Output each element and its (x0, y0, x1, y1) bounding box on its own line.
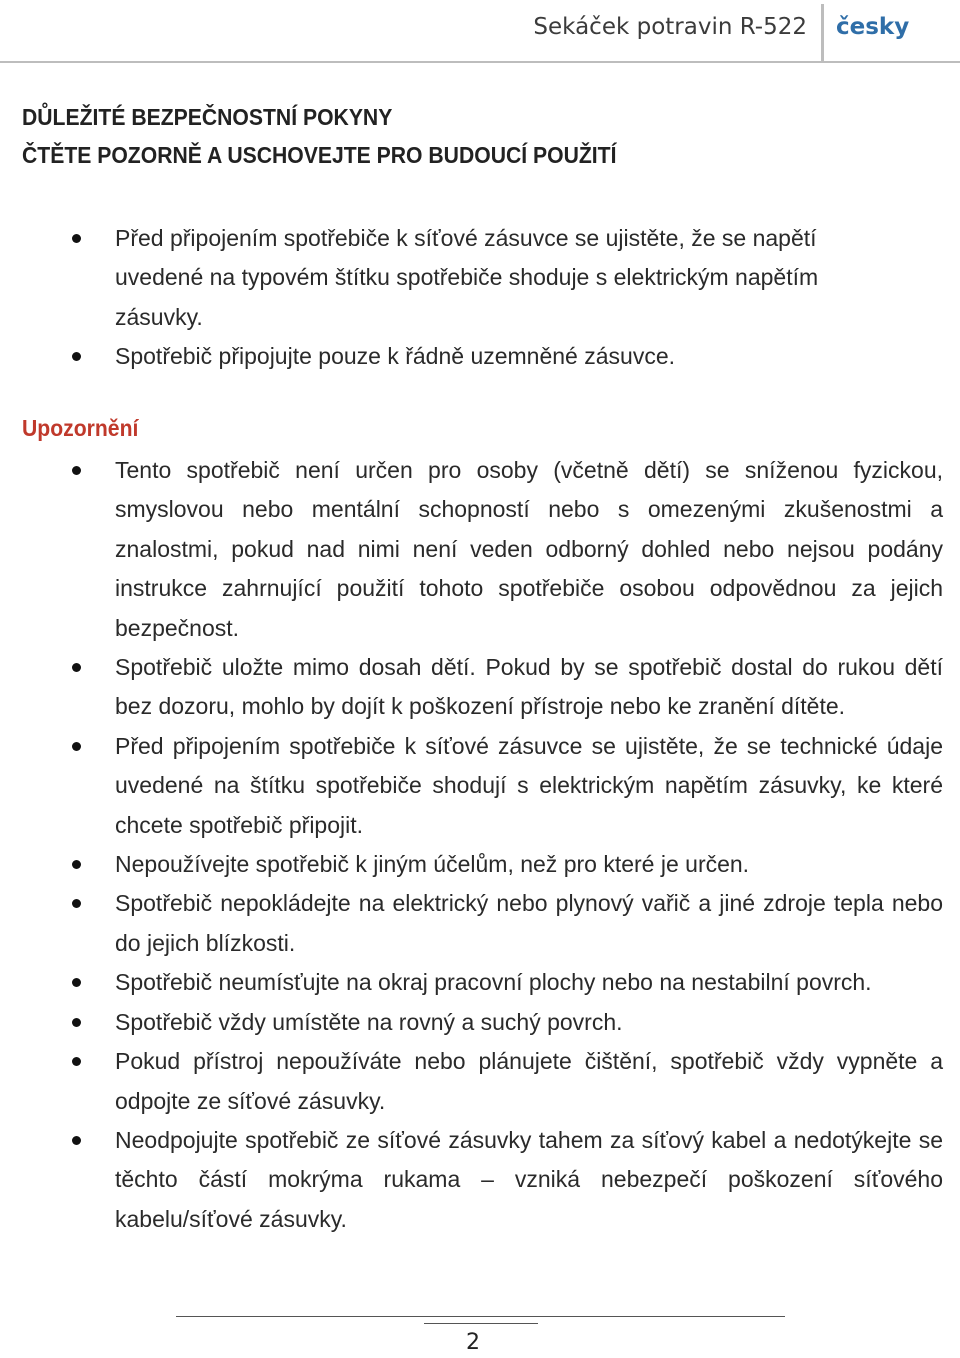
list-item-text: Neodpojujte spotřebič ze síťové zásuvky tahem za síťový kabel a nedotýkejte se těchto částí mokrýma rukama – vzniká nebezpečí poškození síťového kabelu/síťové zásuvky. (115, 1126, 943, 1232)
list-item-text: Spotřebič uložte mimo dosah dětí. Pokud by se spotřebič dostal do rukou dětí bez dozoru, mohlo by dojít k poškození přístroje nebo ke zranění dítěte. (115, 654, 943, 720)
list-item-text: Tento spotřebič není určen pro osoby (včetně dětí) se sníženou fyzickou, smyslovou nebo mentální schopností nebo s omezenými zkušenostmi a znalostmi, pokud nad nimi není veden odborný dohled nebo nejsou podány instrukce zahrnující použití tohoto spotřebiče osobou odpovědnou za jejich bezpečnost. (115, 457, 943, 641)
warning-list (0, 451, 960, 1239)
bullet-icon (72, 663, 81, 672)
list-item-text: Pokud přístroj nepoužíváte nebo plánujete čištění, spotřebič vždy vypněte a odpojte ze síťové zásuvky. (115, 1048, 943, 1114)
warning-title: Upozornění (22, 415, 139, 441)
list-item (0, 451, 943, 648)
list-item-text: Spotřebič vždy umístěte na rovný a suchý povrch. (115, 1008, 623, 1035)
page-header (0, 0, 960, 64)
bullet-icon (72, 978, 81, 987)
list-item-text: Spotřebič připojujte pouze k řádně uzemněné zásuvce. (115, 343, 676, 370)
bullet-icon (72, 234, 81, 243)
bullet-icon (72, 466, 81, 475)
list-item-text: Nepoužívejte spotřebič k jiným účelům, než pro které je určen. (115, 851, 750, 878)
bullet-icon (72, 1018, 81, 1027)
list-item (0, 337, 865, 376)
header-separator (821, 4, 824, 62)
language-label: česky (836, 14, 910, 40)
bullet-icon (72, 1057, 81, 1066)
list-item (0, 845, 943, 884)
list-item (0, 727, 943, 845)
list-item (0, 1003, 943, 1042)
list-item (0, 963, 943, 1002)
list-item-text: Spotřebič nepokládejte na elektrický nebo plynový vařič a jiné zdroje tepla nebo do jejich blízkosti. (115, 890, 943, 956)
read-carefully-heading: ČTĚTE POZORNĚ A USCHOVEJTE PRO BUDOUCÍ POUŽITÍ (22, 142, 617, 168)
document-title: Sekáček potravin R-522 (533, 14, 807, 40)
bullet-icon (72, 352, 81, 361)
bullet-icon (72, 860, 81, 869)
bullet-icon (72, 1136, 81, 1145)
list-item-text: Před připojením spotřebiče k síťové zásuvce se ujistěte, že se napětí uvedené na typovém štítku spotřebiče shoduje s elektrickým napětím zásuvky. (115, 225, 819, 330)
list-item (0, 1121, 943, 1239)
bullet-icon (72, 742, 81, 751)
list-item (0, 648, 943, 727)
header-divider (0, 61, 960, 63)
list-item (0, 884, 943, 963)
list-item (0, 1042, 943, 1121)
safety-heading: DŮLEŽITÉ BEZPEČNOSTNÍ POKYNY (22, 104, 393, 130)
bullet-icon (72, 899, 81, 908)
list-item-text: Před připojením spotřebiče k síťové zásuvce se ujistěte, že se technické údaje uvedené na štítku spotřebiče shodují s elektrickým napětím zásuvky, ke které chcete spotřebič připojit. (115, 732, 943, 838)
list-item (0, 219, 865, 337)
list-item-text: Spotřebič neumísťujte na okraj pracovní plochy nebo na nestabilní povrch. (115, 969, 872, 996)
intro-list (0, 219, 900, 377)
footer-divider (176, 1316, 785, 1317)
page-number: 2 (466, 1330, 480, 1355)
footer-divider-short (424, 1323, 538, 1324)
